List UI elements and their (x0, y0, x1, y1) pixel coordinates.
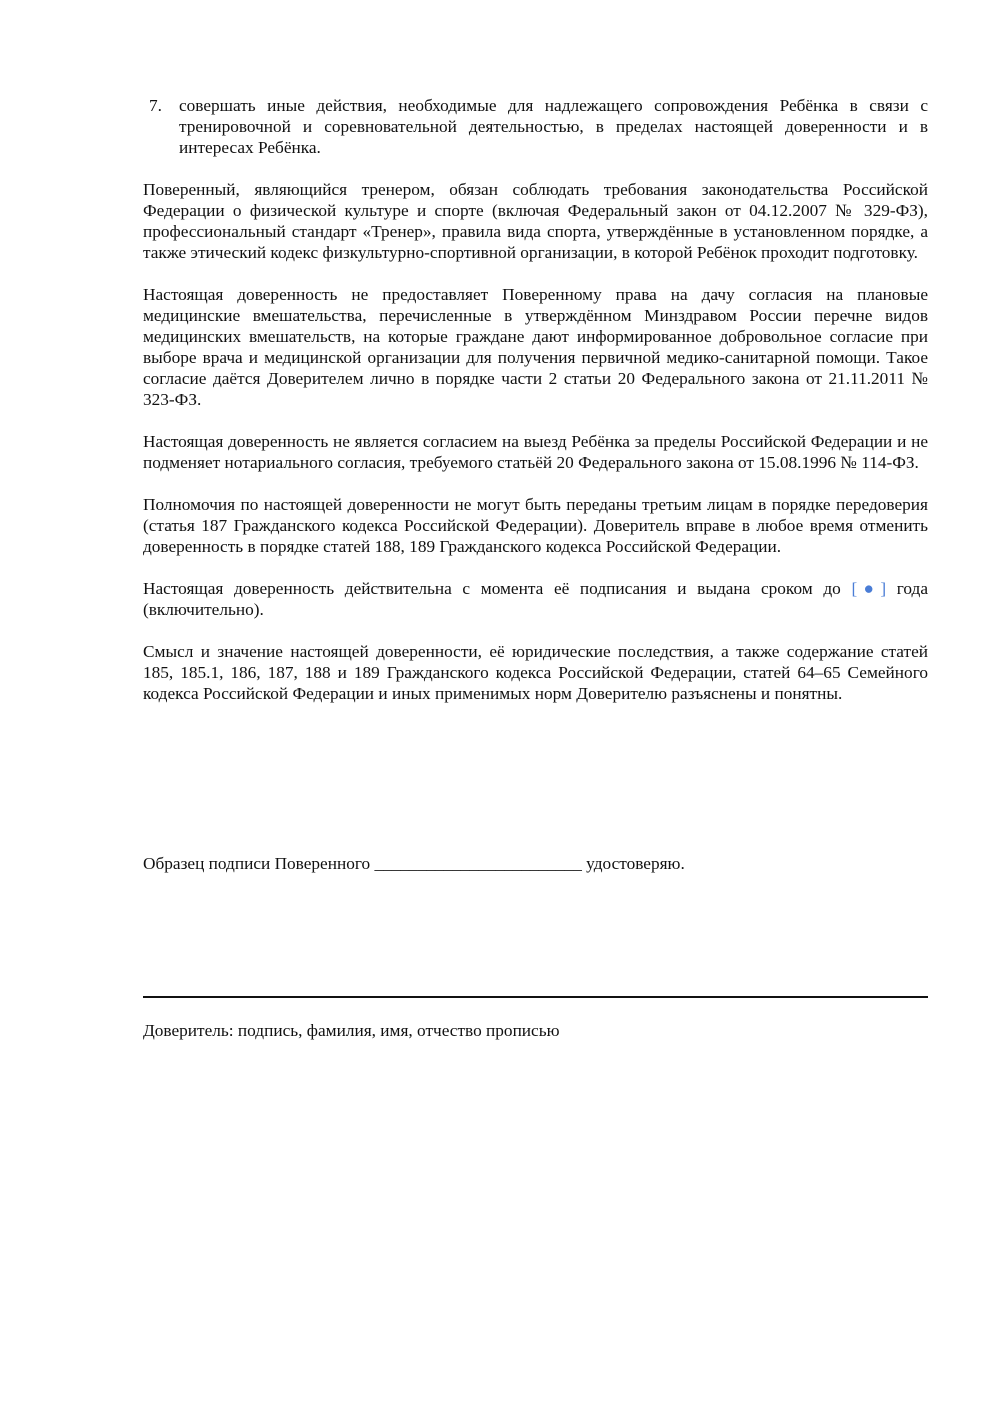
explanation-paragraph: Смысл и значение настоящей доверенности, её юридические последствия, а также содержание статей 185, 185.1, 186, 187, 188 и 189 Гражданского кодекса Российской Федерации, статей 64–65 Семейного кодекса Российской Федерации и иных применимых норм Доверителю разъяснены и понятны. (143, 642, 928, 703)
validity-text-end: года (включительно). (143, 579, 928, 619)
trainer-obligations-paragraph: Поверенный, являющийся тренером, обязан соблюдать требования законодательства Российской Федерации о физической культуре и спорте (включая Федеральный закон от 04.12.2007 № 329-ФЗ), профессиональный стандарт «Тренер», правила вида спорта, утверждённые в установленном порядке, а также этический кодекс физкультурно-спортивной организации, в которой Ребёнок проходит подготовку. (143, 180, 928, 262)
list-item-text: совершать иные действия, необходимые для надлежащего сопровождения Ребёнка в связи с тренировочной и соревновательной деятельностью, в пределах настоящей доверенности и в интересах Ребёнка. (179, 96, 928, 157)
list-item (143, 95, 928, 158)
signature-sample-line (143, 853, 928, 874)
delegation-paragraph: Полномочия по настоящей доверенности не могут быть переданы третьим лицам в порядке передоверия (статья 187 Гражданского кодекса Российской Федерации). Доверитель вправе в любое время отменить доверенность в порядке статей 188, 189 Гражданского кодекса Российской Федерации. (143, 495, 928, 556)
signature-prefix: Образец подписи Поверенного (143, 854, 375, 873)
document-body (143, 95, 928, 721)
signature-blank: ________________________ (374, 854, 582, 873)
validity-paragraph (143, 578, 928, 620)
validity-text-start: Настоящая доверенность действительна с момента её подписания и выдана сроком до (143, 579, 852, 598)
signature-rule (143, 996, 928, 998)
list-item-number: 7. (149, 96, 162, 115)
principal-signature-label: Доверитель: подпись, фамилия, имя, отчество прописью (143, 1021, 560, 1040)
medical-consent-paragraph: Настоящая доверенность не предоставляет Поверенному права на дачу согласия на плановые медицинские вмешательства, перечисленные в утверждённом Минздравом России перечне видов медицинских вмешательств, на которые граждане дают информированное добровольное согласие при выборе врача и медицинской организации для получения первичной медико-санитарной помощи. Такое согласие даётся Доверителем лично в порядке части 2 статьи 20 Федерального закона от 21.11.2011 № 323-ФЗ. (143, 285, 928, 409)
signature-suffix: удостоверяю. (581, 854, 685, 873)
term-placeholder: [●] (851, 579, 887, 598)
travel-consent-paragraph: Настоящая доверенность не является согласием на выезд Ребёнка за пределы Российской Федерации и не подменяет нотариального согласия, требуемого статьёй 20 Федерального закона от 15.08.1996 № 114-ФЗ. (143, 432, 928, 472)
